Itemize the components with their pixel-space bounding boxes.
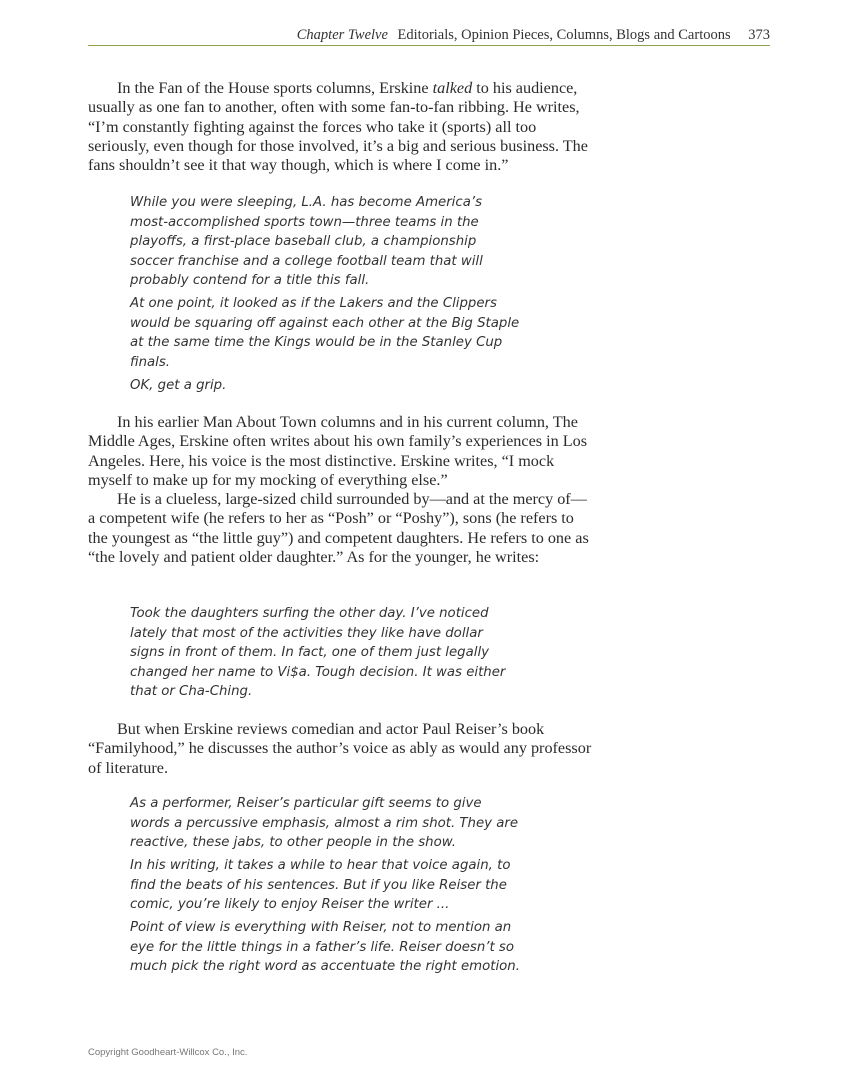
para1-post: to his audience, usually as one fan to another, often with some fan-to-fan ribbing. He writes, “I’m constantly fighting against the forces who take it (sports) all too seriously, even though for those involved, it’s a big and serious business. The fans shouldn’t see it that way though, which is where I come in.” [88,79,588,175]
para1-emphasis: talked [432,79,473,97]
section-title: Editorials, Opinion Pieces, Columns, Blogs and Cartoons [397,27,731,43]
block-quote-sports [130,193,520,399]
block-quote-reiser [130,794,520,980]
quote1-line: OK, get a grip. [130,377,227,393]
chapter-label: Chapter Twelve [296,27,388,43]
quote3-line: As a performer, Reiser’s particular gift seems to give words a percussive emphasis, almost a rim shot. They are reactive, these jabs, to other people in the show. [130,796,519,850]
block-quote-daughters [130,604,520,705]
copyright-footer: Copyright Goodheart-Willcox Co., Inc. [88,1047,248,1058]
para1-pre: In the Fan of the House sports columns, Erskine [117,79,433,97]
header-rule [88,45,770,46]
para4: But when Erskine reviews comedian and actor Paul Reiser’s book “Familyhood,” he discusses the author’s voice as ably as would any professor of literature. [88,720,592,777]
paragraph-middle-ages [88,413,593,567]
quote1-line: At one point, it looked as if the Lakers and the Clippers would be squaring off against each other at the Big Staple at the same time the Kings would be in the Stanley Cup finals. [130,296,520,370]
para3: He is a clueless, large-sized child surrounded by—and at the mercy of—a competent wife (he refers to her as “Posh” or “Poshy”), sons (he refers to the youngest as “the little guy”) and competent daughters. He refers to one as “the lovely and patient older daughter.” As for the younger, he writes: [88,490,589,567]
quote2-line: Took the daughters surfing the other day. I’ve noticed lately that most of the activities they like have dollar signs in front of them. In fact, one of them just legally changed her name to Vi$a. Tough decision. It was either that or Cha-Ching. [130,606,506,699]
quote3-line: Point of view is everything with Reiser, not to mention an eye for the little things in a father’s life. Reiser doesn’t so much pick the right word as accentuate the right emotion. [130,920,520,974]
paragraph-reiser-review [88,720,593,778]
quote1-line: While you were sleeping, L.A. has become America’s most-accomplished sports town—three teams in the playoffs, a first-place baseball club, a championship soccer franchise and a college football team that will probably contend for a title this fall. [130,195,483,288]
para2: In his earlier Man About Town columns and in his current column, The Middle Ages, Erskine often writes about his own family’s experiences in Los Angeles. Here, his voice is the most distinctive. Erskine writes, “I mock myself to make up for my mocking of everything else.” [88,413,588,489]
quote3-line: In his writing, it takes a while to hear that voice again, to find the beats of his sentences. But if you like Reiser the comic, you’re likely to enjoy Reiser the writer ... [130,858,511,912]
page-number: 373 [748,27,770,43]
running-header [88,27,770,44]
paragraph-fan-of-the-house [88,79,593,175]
